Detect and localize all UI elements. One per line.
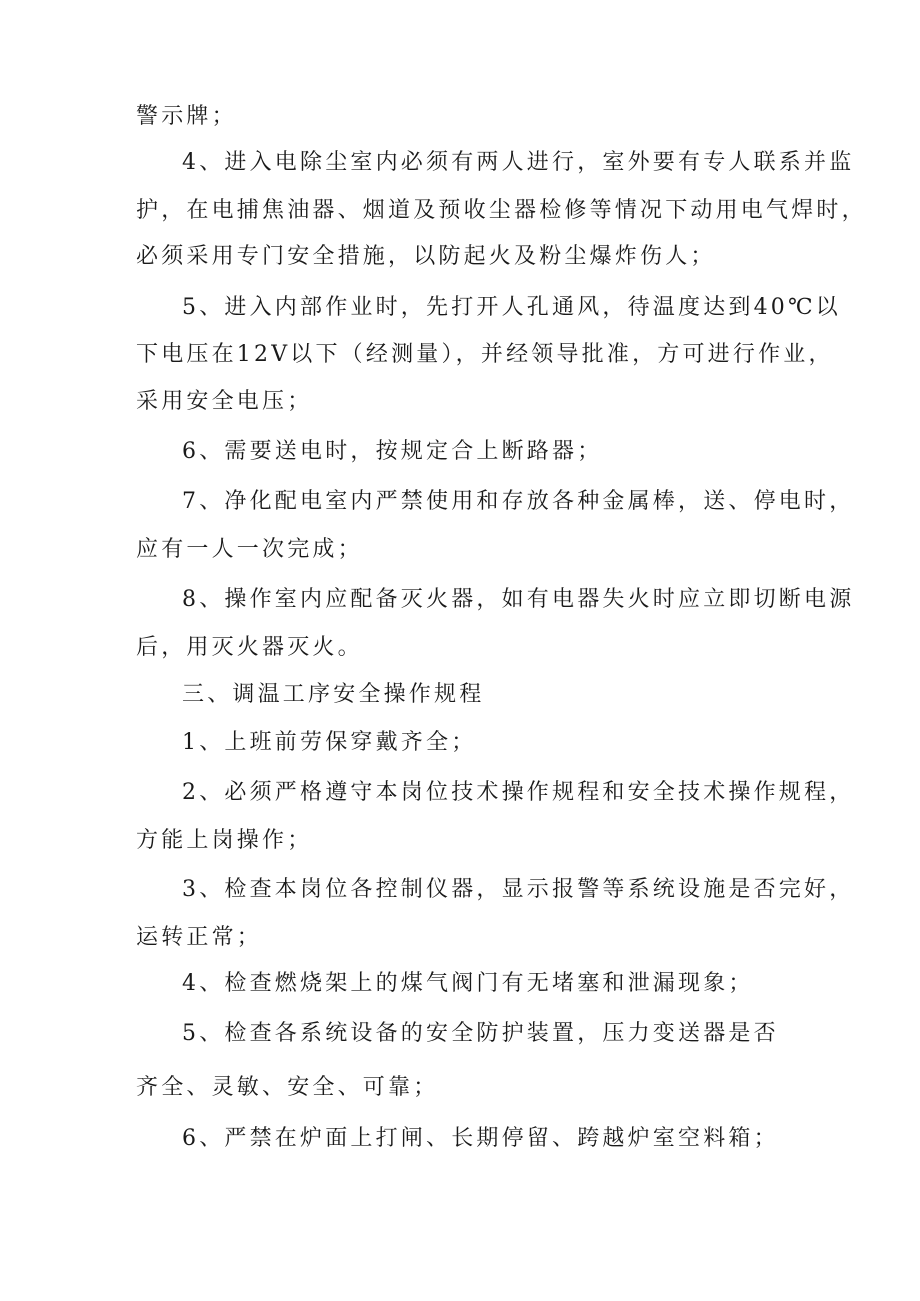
text-line: 应有一人一次完成；: [136, 537, 363, 562]
text-line: 齐全、灵敏、安全、可靠；: [136, 1075, 439, 1100]
text-line: 4、进入电除尘室内必须有两人进行，室外要有专人联系并监: [182, 150, 855, 175]
text-line: 护，在电捕焦油器、烟道及预收尘器检修等情况下动用电气焊时，: [136, 198, 867, 223]
text-line: 采用安全电压；: [136, 389, 313, 414]
text-line: 3、检查本岗位各控制仪器，显示报警等系统设施是否完好，: [182, 877, 855, 902]
text-line: 下电压在12V以下（经测量），并经领导批准，方可进行作业，: [136, 342, 834, 367]
text-line: 5、进入内部作业时，先打开人孔通风，待温度达到40℃以: [182, 295, 842, 320]
text-line: 4、检查燃烧架上的煤气阀门有无堵塞和泄漏现象；: [182, 971, 754, 996]
text-line: 6、严禁在炉面上打闸、长期停留、跨越炉室空料箱；: [182, 1126, 779, 1151]
text-line: 2、必须严格遵守本岗位技术操作规程和安全技术操作规程，: [182, 780, 855, 805]
text-line: 后，用灭火器灭火。: [136, 635, 363, 660]
text-line: 必须采用专门安全措施，以防起火及粉尘爆炸伤人；: [136, 244, 716, 269]
text-line: 6、需要送电时，按规定合上断路器；: [182, 439, 603, 464]
text-line: 1、上班前劳保穿戴齐全；: [182, 730, 477, 755]
text-line: 5、检查各系统设备的安全防护装置，压力变送器是否: [182, 1021, 779, 1046]
text-line: 7、净化配电室内严禁使用和存放各种金属棒，送、停电时，: [182, 489, 855, 514]
section-heading: 三、调温工序安全操作规程: [182, 682, 485, 707]
text-line: 8、操作室内应配备灭火器，如有电器失火时应立即切断电源: [182, 587, 855, 612]
text-line: 运转正常；: [136, 925, 263, 950]
text-line: 方能上岗操作；: [136, 828, 313, 853]
text-line: 警示牌；: [136, 104, 237, 129]
